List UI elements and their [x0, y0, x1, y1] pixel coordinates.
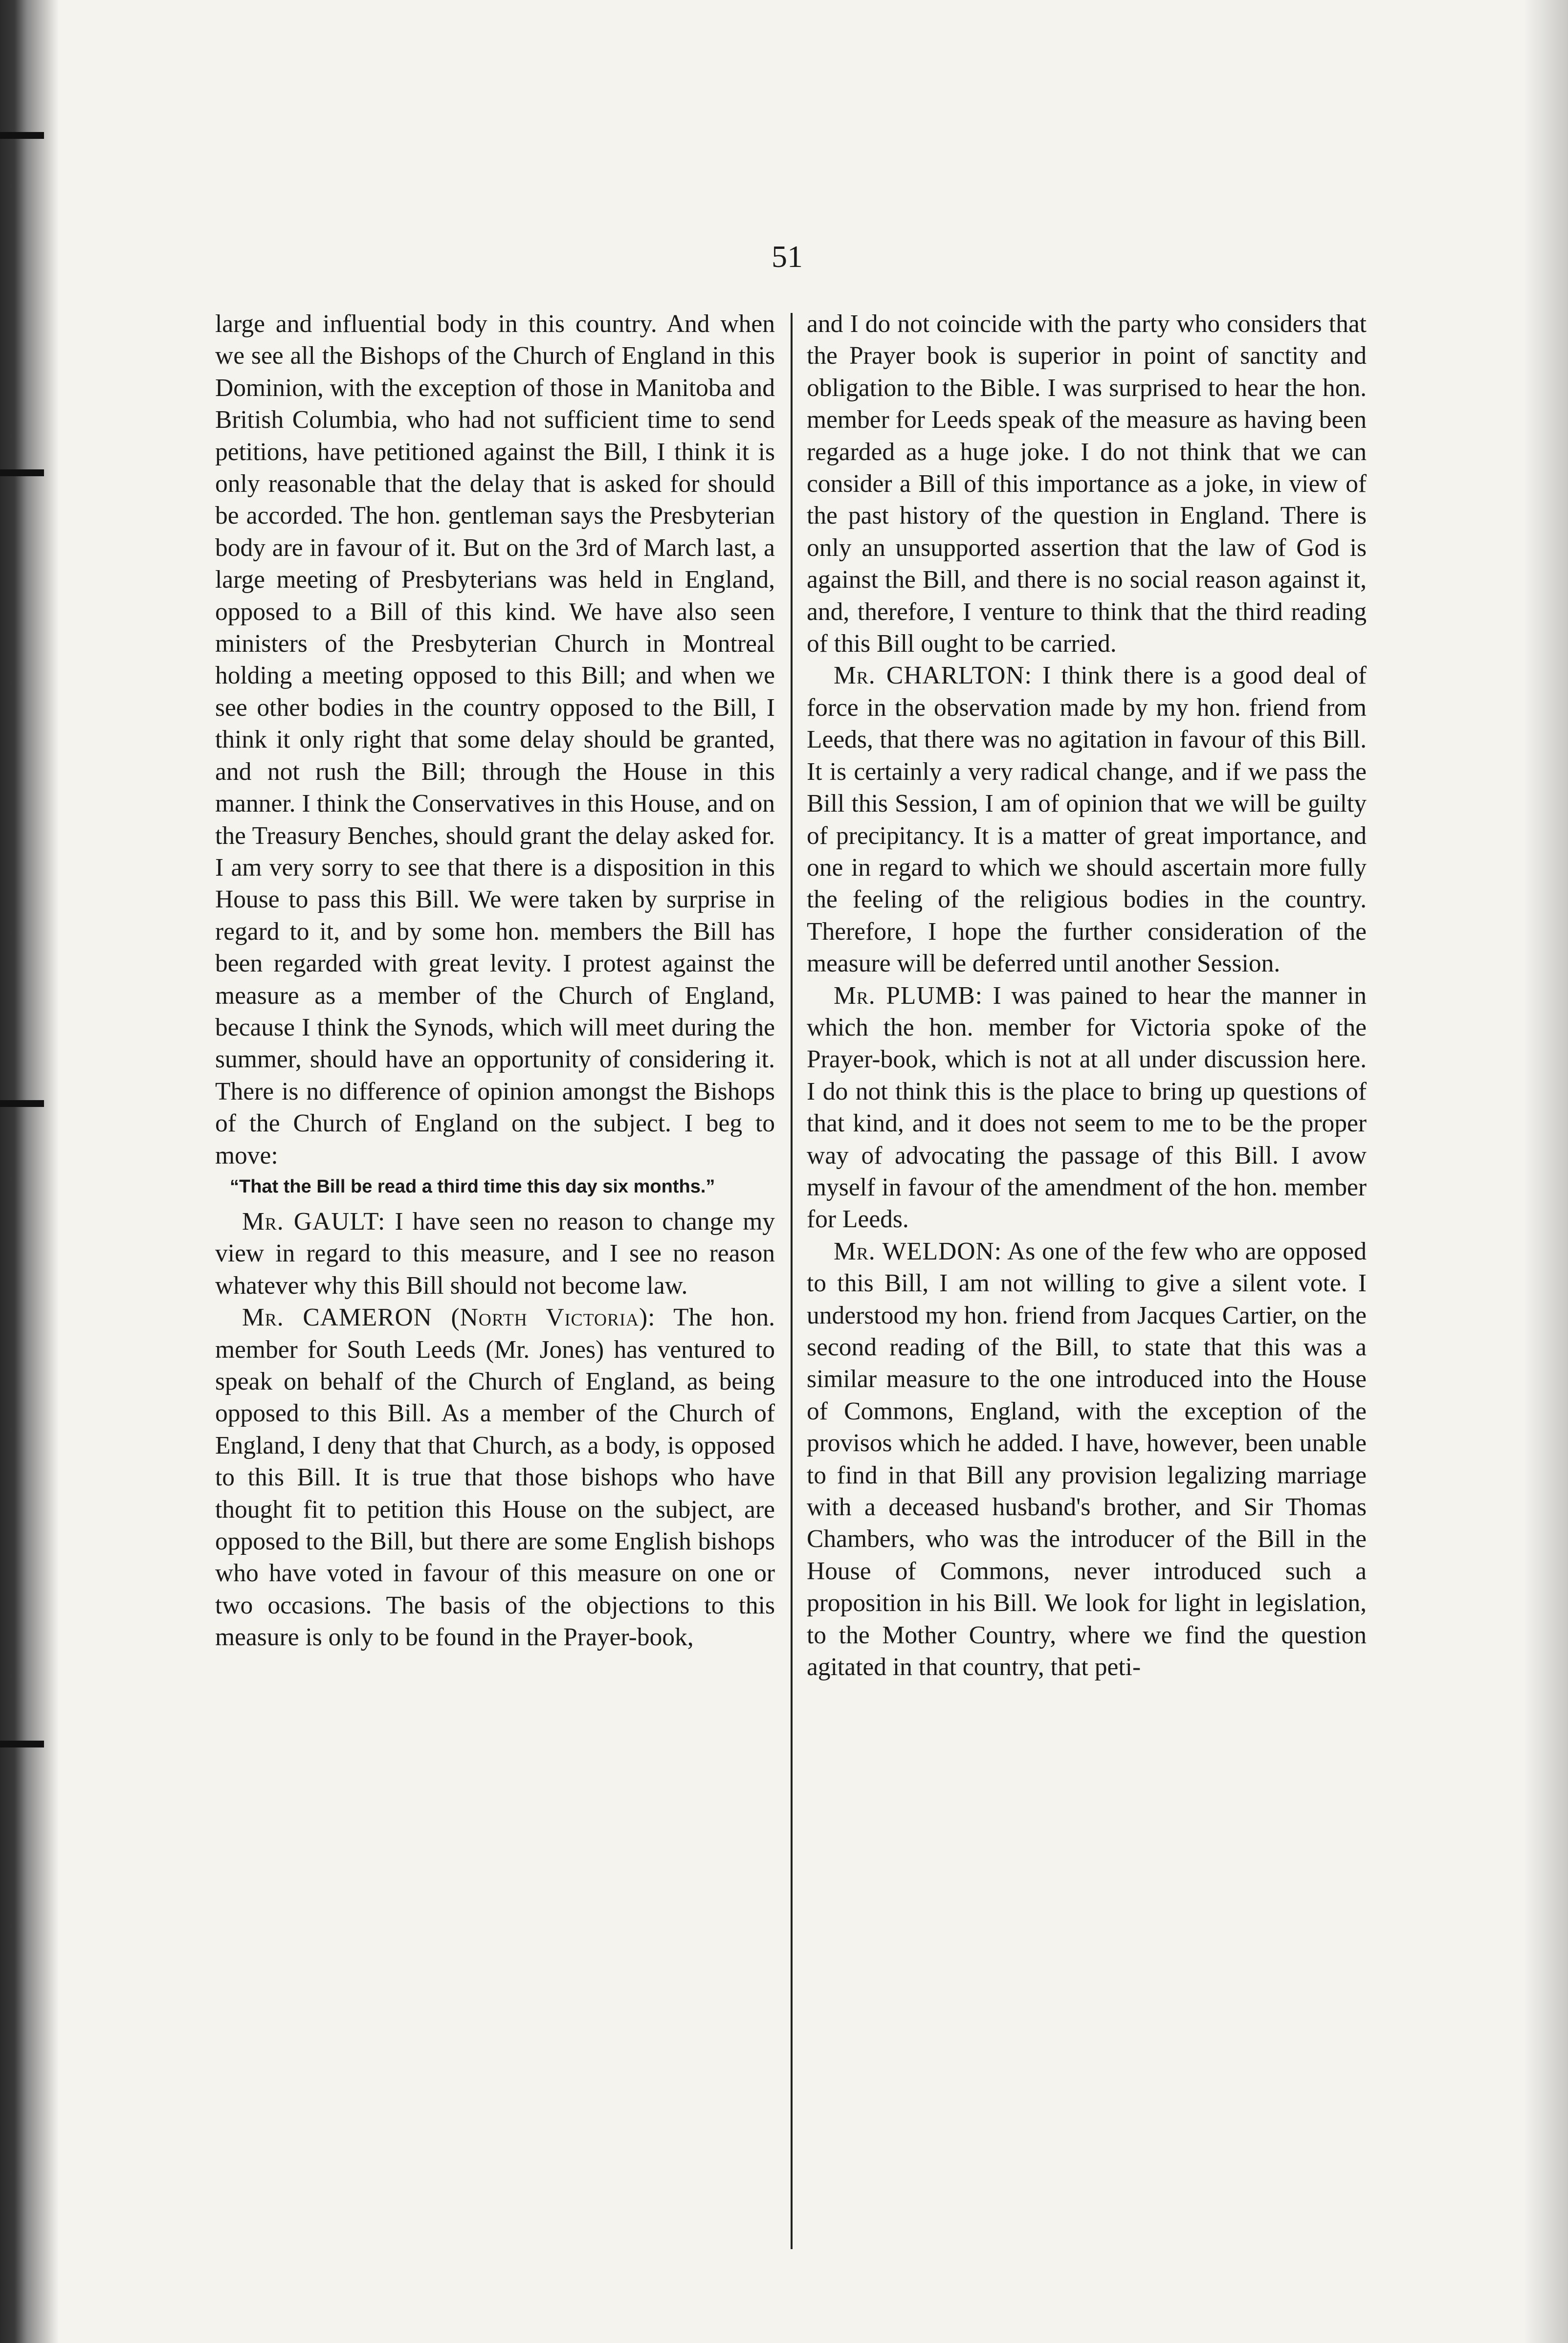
paragraph-text: I was pained to hear the manner in which the hon. member for Victoria spoke of the Prayer-book, which is not at all under discussion here. I do not think this is the place to bring up questions of that kind, and it does not seem to me to be the proper way of advocating the passage of this Bill. I avow myself in favour of the amendment of the hon. member for Leeds. [807, 981, 1367, 1234]
text-paragraph [807, 308, 1367, 660]
speech-paragraph [807, 660, 1367, 979]
paragraph-text: I have seen no reason to change my view in regard to this measure, and I see no reason whatever why this Bill should not become law. [215, 1207, 775, 1300]
paragraph-text: large and influential body in this country. And when we see all the Bishops of the Church of England in this Dominion, with the exception of those in Manitoba and British Columbia, who had not sufficient time to send petitions, have petitioned against the Bill, I think it is only reasonable that the delay that is asked for should be accorded. The hon. gentleman says the Presbyterian body are in favour of it. But on the 3rd of March last, a large meeting of Presbyterians was held in England, opposed to a Bill of this kind. We have also seen ministers of the Presbyterian Church in Montreal holding a meeting opposed to this Bill; and when we see other bodies in the country opposed to the Bill, I think it only right that some delay should be granted, and not rush the Bill; through the House in this manner. I think the Conservatives in this House, and on the Treasury Benches, should grant the delay asked for. I am very sorry to see that there is a disposition in this House to pass this Bill. We were taken by surprise in regard to it, and by some hon. members the Bill has been regarded with great levity. I protest against the measure as a member of the Church of England, because I think the Synods, which will meet during the summer, should have an opportunity of considering it. There is no difference of opinion amongst the Bishops of the Church of England on the subject. I beg to move: [215, 310, 775, 1170]
speaker-name: Mr. PLUMB: [834, 981, 983, 1010]
speaker-name: Mr. CAMERON (North Victoria): [242, 1304, 656, 1332]
binding-mark [0, 469, 44, 476]
binding-mark [0, 1741, 44, 1747]
paragraph-text: “That the Bill be read a third time this day six months.” [230, 1176, 715, 1197]
page-number: 51 [772, 239, 803, 274]
speech-paragraph [215, 1206, 775, 1302]
speaker-name: Mr. CHARLTON: [834, 662, 1032, 690]
motion-quote [215, 1174, 775, 1199]
page-edge-shadow [1524, 0, 1568, 2343]
column-divider [791, 313, 793, 2249]
text-paragraph [215, 308, 775, 1172]
binding-mark [0, 1100, 44, 1107]
paragraph-text: As one of the few who are opposed to this Bill, I am not willing to give a silent vote. I understood my hon. friend from Jacques Cartier, on the second reading of the Bill, to state that this was a similar measure to the one introduced into the House of Commons, England, with the exception of the provisos which he added. I have, however, been unable to find in that Bill any provision legalizing marriage with a deceased husband's brother, and Sir Thomas Chambers, who was the introducer of the Bill in the House of Commons, never introduced such a proposition in his Bill. We look for light in legislation, to the Mother Country, where we find the question agitated in that country, that peti- [807, 1237, 1367, 1681]
paragraph-text: The hon. member for South Leeds (Mr. Jones) has ventured to speak on behalf of the Church of England, as being opposed to this Bill. As a member of the Church of England, I deny that that Church, as a body, is opposed to this Bill. It is true that those bishops who have thought fit to petition this House on the subject, are opposed to the Bill, but there are some English bishops who have voted in favour of this measure on one or two occasions. The basis of the objections to this measure is only to be found in the Prayer-book, [215, 1304, 775, 1652]
binding-mark [0, 132, 44, 139]
speech-paragraph [807, 1236, 1367, 1683]
speaker-name: Mr. WELDON: [834, 1237, 1002, 1265]
right-column [807, 308, 1367, 1683]
speech-paragraph [807, 980, 1367, 1236]
paragraph-text: I think there is a good deal of force in the observation made by my hon. friend from Leeds, that there was no agitation in favour of this Bill. It is certainly a very radical change, and if we pass the Bill this Session, I am of opinion that we will be guilty of precipitancy. It is a matter of great importance, and one in regard to which we should ascertain more fully the feeling of the religious bodies in the country. Therefore, I hope the further consideration of the measure will be deferred until another Session. [807, 662, 1367, 978]
speech-paragraph [215, 1302, 775, 1653]
binding-edge [0, 0, 59, 2343]
speaker-name: Mr. GAULT: [242, 1207, 386, 1236]
paragraph-text: and I do not coincide with the party who considers that the Prayer book is superior in point of sanctity and obligation to the Bible. I was surprised to hear the hon. member for Leeds speak of the measure as having been regarded as a huge joke. I do not think that we can consider a Bill of this importance as a joke, in view of the past history of the question in England. There is only an unsupported assertion that the law of God is against the Bill, and there is no social reason against it, and, therefore, I venture to think that the third reading of this Bill ought to be carried. [807, 310, 1367, 658]
left-column [215, 308, 775, 1654]
